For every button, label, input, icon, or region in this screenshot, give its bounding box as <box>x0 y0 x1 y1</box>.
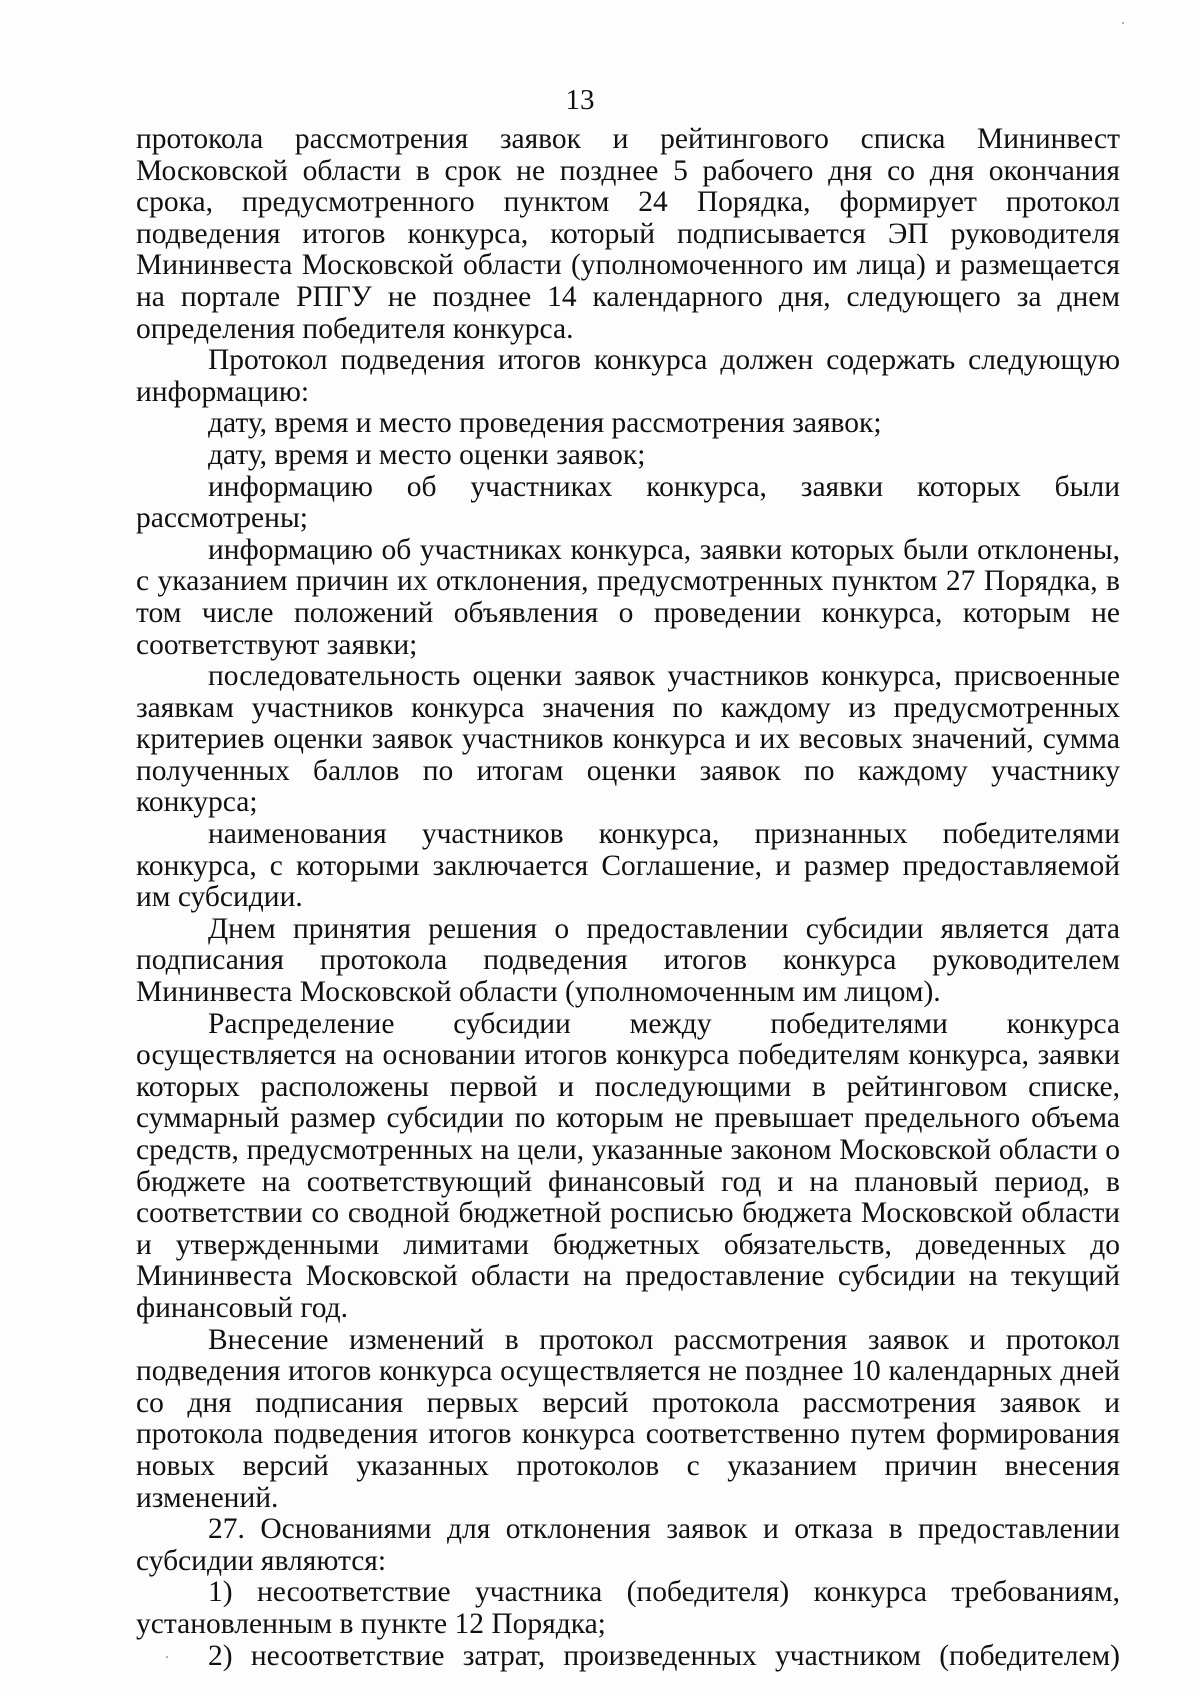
list-item-evaluation-sequence: последовательность оценки заявок участников конкурса, присвоенные заявкам участников конкурса значения по каждому из предусмотренных критериев оценки заявок участников конкурса и их весовых значений, сумма полученных баллов по итогам оценки заявок по каждому участнику конкурса; <box>136 660 1120 819</box>
paragraph-decision-date: Днем принятия решения о предоставлении субсидии является дата подписания протокола подведения итогов конкурса руководителем Мининвеста Московской области (уполномоченным им лицом). <box>136 912 1120 1009</box>
clause-27-item-2: 2) несоответствие затрат, произведенных участником (победителем) <box>208 1639 1120 1672</box>
page-number: 13 <box>565 84 595 116</box>
paragraph-protocol-contents: Протокол подведения итогов конкурса должен содержать следующую информацию: <box>136 344 1120 408</box>
clause-27-heading: 27. Основаниями для отклонения заявок и отказа в предоставлении субсидии являются: <box>136 1513 1120 1577</box>
paragraph-subsidy-distribution: Распределение субсидии между победителями конкурса осуществляется на основании итогов конкурса победителям конкурса, заявки которых расположены первой и последующими в рейтинговом списке, суммарный размер субсидии по которым не превышает предельного объема средств, предусмотренных на цели, указанные законом Московской области о бюджете на соответствующий финансовый год и на плановый период, в соответствии со сводной бюджетной росписью бюджета Московской области и утвержденными лимитами бюджетных обязательств, доведенных до Мининвеста Московской области на предоставление субсидии на текущий финансовый год. <box>136 1007 1120 1324</box>
scan-speck <box>166 1656 168 1658</box>
paragraph-protocol-changes: Внесение изменений в протокол рассмотрения заявок и протокол подведения итогов конкурса осуществляется не позднее 10 календарных дней со дня подписания первых версий протокола рассмотрения заявок и протокола подведения итогов конкурса соответственно путем формирования новых версий указанных протоколов с указанием причин внесения изменений. <box>136 1323 1120 1514</box>
list-item-review-date: дату, время и место проведения рассмотрения заявок; <box>208 407 882 440</box>
clause-27-item-1: 1) несоответствие участника (победителя) конкурса требованиям, установленным в пункте 12 Порядка; <box>136 1576 1120 1640</box>
list-item-evaluation-date: дату, время и место оценки заявок; <box>208 438 646 471</box>
document-body <box>136 124 1120 1672</box>
list-item-rejected-participants: информацию об участниках конкурса, заявки которых были отклонены, с указанием причин их отклонения, предусмотренных пунктом 27 Порядка, в том числе положений объявления о проведении конкурса, которым не соответствуют заявки; <box>136 533 1120 661</box>
paragraph-protocol-continuation: протокола рассмотрения заявок и рейтингового списка Мининвест Московской области в срок не позднее 5 рабочего дня со дня окончания срока, предусмотренного пунктом 24 Порядка, формирует протокол подведения итогов конкурса, который подписывается ЭП руководителя Мининвеста Московской области (уполномоченного им лица) и размещается на портале РПГУ не позднее 14 календарного дня, следующего за днем определения победителя конкурса. <box>136 123 1120 345</box>
list-item-winners: наименования участников конкурса, признанных победителями конкурса, с которыми заключается Соглашение, и размер предоставляемой им субсидии. <box>136 818 1120 914</box>
scan-speck <box>1122 22 1124 24</box>
list-item-reviewed-participants: информацию об участниках конкурса, заявки которых были рассмотрены; <box>136 470 1120 535</box>
